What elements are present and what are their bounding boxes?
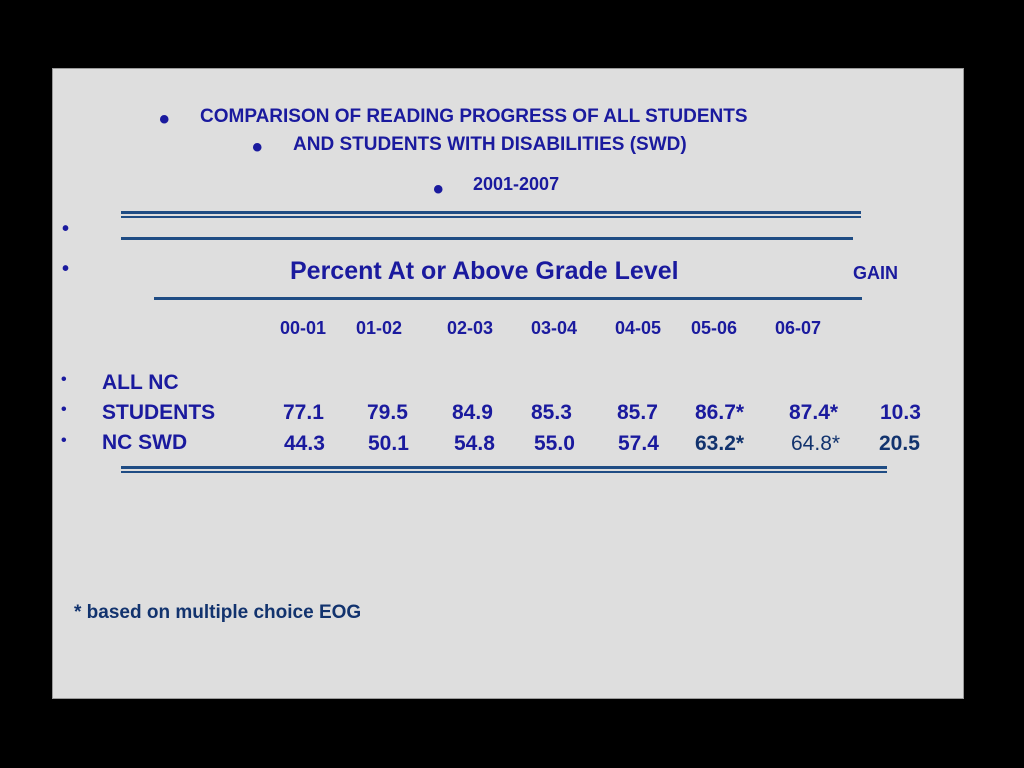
students-gain: 10.3 [880, 401, 921, 424]
swd-value: 50.1 [368, 432, 409, 455]
swd-value: 55.0 [534, 432, 575, 455]
students-value: 85.3 [531, 401, 572, 424]
row-bullet: • [61, 401, 67, 418]
gain-header: GAIN [853, 263, 898, 283]
students-value: 77.1 [283, 401, 324, 424]
title-bullet-3: • [433, 173, 444, 206]
title-rule [121, 237, 853, 240]
year-header: 06-07 [775, 318, 822, 338]
row-label-nc-swd: NC SWD [102, 431, 188, 454]
swd-value: 64.8* [791, 432, 841, 455]
title-years: 2001-2007 [473, 174, 560, 194]
footnote: * based on multiple choice EOG [74, 602, 362, 623]
year-header: 02-03 [447, 318, 494, 338]
table-subtitle: Percent At or Above Grade Level [290, 257, 679, 285]
students-value: 79.5 [367, 401, 408, 424]
students-value: 87.4* [789, 401, 839, 424]
swd-value: 63.2* [695, 432, 745, 455]
title-double-rule [121, 211, 861, 218]
title-line-2: AND STUDENTS WITH DISABILITIES (SWD) [293, 134, 687, 155]
swd-value: 57.4 [618, 432, 659, 455]
swd-value: 54.8 [454, 432, 495, 455]
subtitle-bullet: • [62, 258, 70, 280]
year-header: 01-02 [356, 318, 403, 338]
year-header: 03-04 [531, 318, 578, 338]
students-value: 86.7* [695, 401, 745, 424]
table-double-rule [121, 466, 887, 473]
swd-gain: 20.5 [879, 432, 920, 455]
slide [52, 68, 964, 699]
row-label-all-nc: ALL NC [102, 371, 179, 394]
students-value: 84.9 [452, 401, 493, 424]
empty-bullet: • [62, 218, 70, 240]
row-label-students: STUDENTS [102, 401, 216, 424]
title-bullet-2: • [252, 131, 263, 164]
subtitle-rule [154, 297, 862, 300]
title-line-1: COMPARISON OF READING PROGRESS OF ALL STUDENTS [200, 106, 748, 127]
students-value: 85.7 [617, 401, 658, 424]
swd-value: 44.3 [284, 432, 325, 455]
year-header: 00-01 [280, 318, 327, 338]
row-bullet: • [61, 432, 67, 449]
year-header: 05-06 [691, 318, 738, 338]
row-bullet: • [61, 371, 67, 388]
title-bullet-1: • [159, 103, 170, 136]
year-header: 04-05 [615, 318, 662, 338]
